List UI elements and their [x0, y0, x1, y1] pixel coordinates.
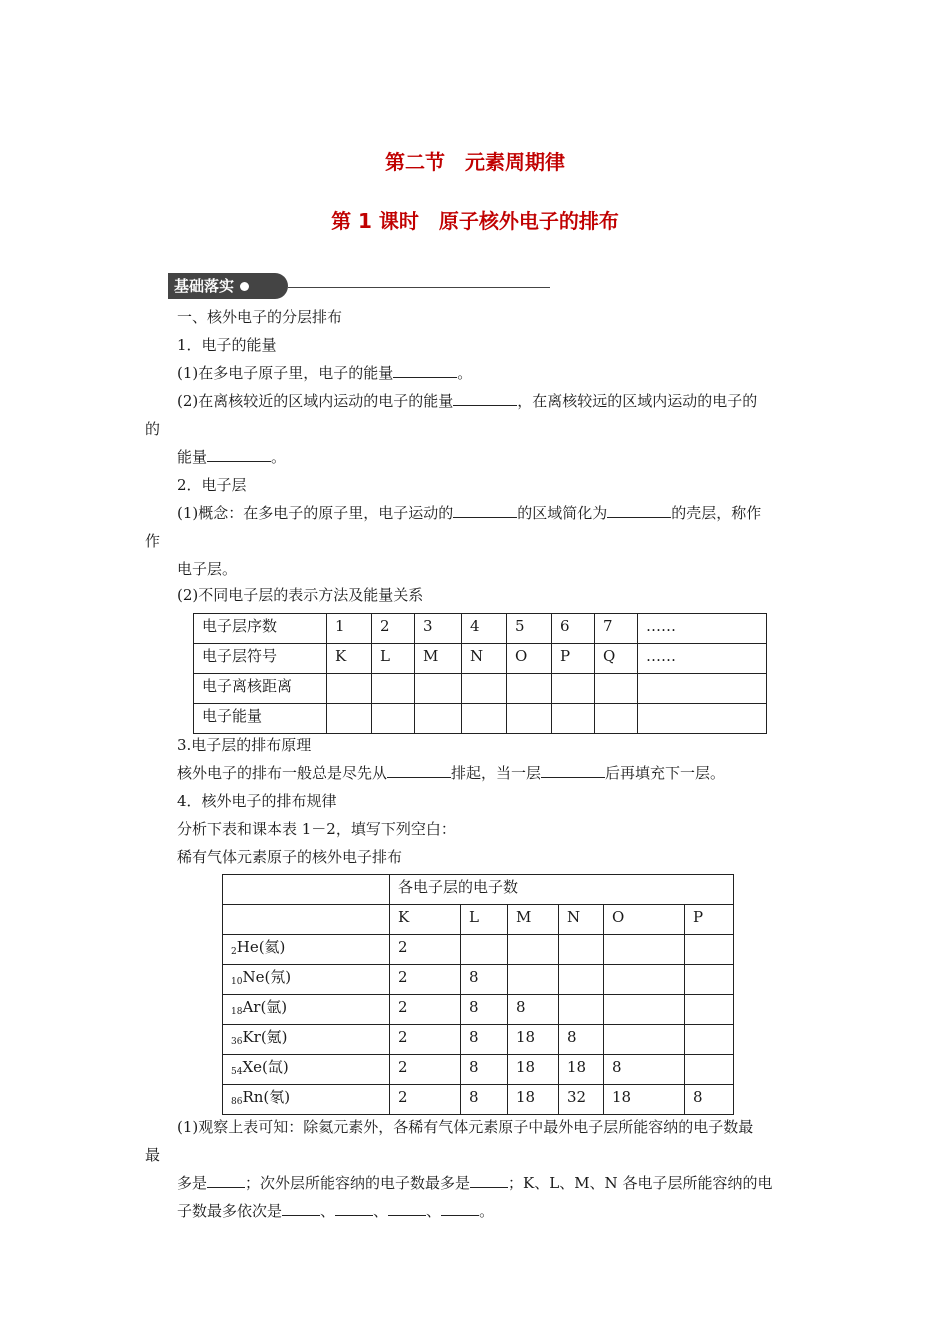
blank-field[interactable]: [207, 447, 271, 462]
text: 排起，当一层: [451, 764, 542, 782]
text: 、: [320, 1202, 336, 1220]
element-symbol: Xe(氙): [242, 1058, 289, 1076]
table-cell: 2: [372, 614, 415, 644]
table-cell: [638, 704, 767, 734]
element-symbol: Ne(氖): [242, 968, 292, 986]
table-cell: 1: [327, 614, 372, 644]
table-cell: ……: [638, 644, 767, 674]
table-cell: 18: [508, 1025, 559, 1055]
question-1-cont: [177, 1173, 772, 1193]
blank-field[interactable]: [607, 503, 671, 518]
table-row: [223, 1085, 734, 1115]
subheading-3: 3.电子层的排布原理: [177, 736, 312, 754]
text: (1)概念：在多电子的原子里，电子运动的: [177, 504, 454, 522]
table-cell: 6: [552, 614, 595, 644]
table-cell: 32: [559, 1085, 604, 1115]
para-1-2-cont: [177, 447, 286, 467]
table-cell: 2: [390, 935, 461, 965]
text: 。: [271, 448, 287, 466]
blank-field[interactable]: [453, 391, 517, 406]
table-cell: [372, 674, 415, 704]
banner-rule: [288, 287, 550, 288]
table-cell: 18: [508, 1085, 559, 1115]
table-row: [194, 644, 767, 674]
table-cell: [415, 704, 462, 734]
text: (2)在离核较近的区域内运动的电子的能量: [177, 392, 454, 410]
blank-field[interactable]: [541, 763, 605, 778]
atomic-number: 2: [231, 947, 237, 957]
table-cell: Q: [595, 644, 638, 674]
text: (1)在多电子原子里，电子的能量: [177, 364, 394, 382]
question-1: (1)观察上表可知：除氦元素外，各稀有气体元素原子中最外电子层所能容纳的电子数最: [177, 1118, 754, 1136]
table-cell: [508, 935, 559, 965]
table-cell: [604, 935, 685, 965]
blank-field[interactable]: [393, 363, 457, 378]
table-cell: 8: [461, 1085, 508, 1115]
table-cell: [552, 674, 595, 704]
atomic-number: 86: [231, 1097, 243, 1107]
text: 、: [373, 1202, 389, 1220]
shell-label: O: [604, 905, 685, 935]
table-cell: [559, 965, 604, 995]
table-cell: [461, 935, 508, 965]
table-cell: [327, 674, 372, 704]
row-label: 电子层序数: [194, 614, 327, 644]
table-cell: 5: [507, 614, 552, 644]
element-label: [223, 935, 390, 965]
para-1-2: [177, 391, 757, 411]
para-3: [177, 763, 725, 783]
para-2-2: (2)不同电子层的表示方法及能量关系: [177, 586, 424, 604]
table-row: [194, 704, 767, 734]
para-2-1-cont: 电子层。: [177, 560, 238, 578]
table-row: [194, 674, 767, 704]
text: 核外电子的排布一般总是尽先从: [177, 764, 388, 782]
shell-label: K: [390, 905, 461, 935]
blank-field[interactable]: [207, 1173, 245, 1188]
table-row: [223, 995, 734, 1025]
table-row: [223, 965, 734, 995]
table-row: [223, 1055, 734, 1085]
blank-field[interactable]: [282, 1201, 320, 1216]
table-cell: [604, 1025, 685, 1055]
table-cell: 2: [390, 1085, 461, 1115]
table-cell: 18: [508, 1055, 559, 1085]
table-cell: [685, 1025, 734, 1055]
blank-field[interactable]: [335, 1201, 373, 1216]
para-1-1: [177, 363, 472, 383]
shell-header: 各电子层的电子数: [390, 875, 734, 905]
table-cell: 8: [461, 965, 508, 995]
table-cell: K: [327, 644, 372, 674]
text: ；K、L、M、N 各电子层所能容纳的电: [508, 1174, 773, 1192]
text: 。: [479, 1202, 495, 1220]
table-cell: [559, 935, 604, 965]
table-cell: 18: [559, 1055, 604, 1085]
bullet-icon: [240, 282, 249, 291]
blank-field[interactable]: [387, 763, 451, 778]
table-cell: [462, 704, 507, 734]
table-cell: [638, 674, 767, 704]
row-label: 电子能量: [194, 704, 327, 734]
table-row: [223, 935, 734, 965]
element-label: [223, 1025, 390, 1055]
element-label: [223, 1085, 390, 1115]
table-cell: [604, 965, 685, 995]
table-cell: [685, 1055, 734, 1085]
para-4-b: 稀有气体元素原子的核外电子排布: [177, 848, 403, 866]
para-2-1: [177, 503, 761, 523]
atomic-number: 36: [231, 1037, 243, 1047]
para-4-a: 分析下表和课本表 1－2，填写下列空白：: [177, 820, 456, 838]
text: 的壳层，称作: [671, 504, 762, 522]
atomic-number: 54: [231, 1067, 243, 1077]
table-header-row: [223, 905, 734, 935]
table-cell: [552, 704, 595, 734]
blank-field[interactable]: [470, 1173, 508, 1188]
element-label: [223, 965, 390, 995]
subheading-1: 1．电子的能量: [177, 336, 277, 354]
question-1-end: [177, 1201, 494, 1221]
para-2-1-wrap: 作: [145, 532, 161, 550]
table-cell: 8: [461, 995, 508, 1025]
element-symbol: He(氦): [236, 938, 286, 956]
atomic-number: 18: [231, 1007, 243, 1017]
table-cell: 8: [461, 1055, 508, 1085]
table-cell: L: [372, 644, 415, 674]
table-header-row: [223, 875, 734, 905]
table-cell: 2: [390, 965, 461, 995]
text: 能量: [177, 448, 208, 466]
text: ，在离核较远的区域内运动的电子的: [517, 392, 758, 410]
table-cell: [685, 965, 734, 995]
table-cell: 2: [390, 995, 461, 1025]
blank-field[interactable]: [388, 1201, 426, 1216]
text: 多是: [177, 1174, 208, 1192]
element-label: [223, 1055, 390, 1085]
text: 子数最多依次是: [177, 1202, 283, 1220]
element-label: [223, 995, 390, 1025]
question-1-wrap: 最: [145, 1146, 161, 1164]
table-cell: 8: [559, 1025, 604, 1055]
table-cell: [595, 674, 638, 704]
table-cell: 2: [390, 1025, 461, 1055]
element-symbol: Kr(氪): [242, 1028, 288, 1046]
atomic-number: 10: [231, 977, 243, 987]
blank-field[interactable]: [453, 503, 517, 518]
shell-table: [193, 613, 767, 734]
table-cell: 3: [415, 614, 462, 644]
table-cell: 2: [390, 1055, 461, 1085]
row-label: 电子层符号: [194, 644, 327, 674]
shell-label: M: [508, 905, 559, 935]
table-cell: O: [507, 644, 552, 674]
lesson-title: 第 1 课时 原子核外电子的排布: [331, 209, 619, 233]
table-cell: [508, 965, 559, 995]
para-1-2-wrap: 的: [145, 420, 161, 438]
section-banner: [168, 273, 288, 299]
table-cell: [507, 704, 552, 734]
table-cell: N: [462, 644, 507, 674]
subheading-2: 2．电子层: [177, 476, 247, 494]
table-cell: 8: [461, 1025, 508, 1055]
empty-header-cell: [223, 875, 390, 905]
text: ；次外层所能容纳的电子数最多是: [245, 1174, 471, 1192]
table-cell: 8: [604, 1055, 685, 1085]
banner-label: 基础落实: [174, 277, 235, 295]
text: 后再填充下一层。: [605, 764, 726, 782]
table-cell: 8: [685, 1085, 734, 1115]
shell-label: L: [461, 905, 508, 935]
table-row: [194, 614, 767, 644]
table-cell: [327, 704, 372, 734]
table-cell: P: [552, 644, 595, 674]
shell-label: N: [559, 905, 604, 935]
table-cell: [685, 995, 734, 1025]
table-cell: [462, 674, 507, 704]
text: 、: [426, 1202, 442, 1220]
text: 。: [457, 364, 473, 382]
table-cell: [372, 704, 415, 734]
heading-1: 一、核外电子的分层排布: [177, 308, 343, 326]
element-symbol: Ar(氩): [242, 998, 288, 1016]
blank-field[interactable]: [441, 1201, 479, 1216]
table-cell: 7: [595, 614, 638, 644]
element-symbol: Rn(氡): [242, 1088, 291, 1106]
table-cell: M: [415, 644, 462, 674]
table-cell: [604, 995, 685, 1025]
table-cell: [559, 995, 604, 1025]
table-cell: 18: [604, 1085, 685, 1115]
table-cell: ……: [638, 614, 767, 644]
table-cell: [415, 674, 462, 704]
shell-label: P: [685, 905, 734, 935]
noble-gas-table: [222, 874, 734, 1115]
section-title: 第二节 元素周期律: [385, 150, 565, 174]
table-cell: [507, 674, 552, 704]
table-cell: 4: [462, 614, 507, 644]
text: 的区域简化为: [517, 504, 608, 522]
table-cell: 8: [508, 995, 559, 1025]
subheading-4: 4．核外电子的排布规律: [177, 792, 337, 810]
table-cell: [595, 704, 638, 734]
table-row: [223, 1025, 734, 1055]
table-cell: [685, 935, 734, 965]
empty-header-cell: [223, 905, 390, 935]
row-label: 电子离核距离: [194, 674, 327, 704]
